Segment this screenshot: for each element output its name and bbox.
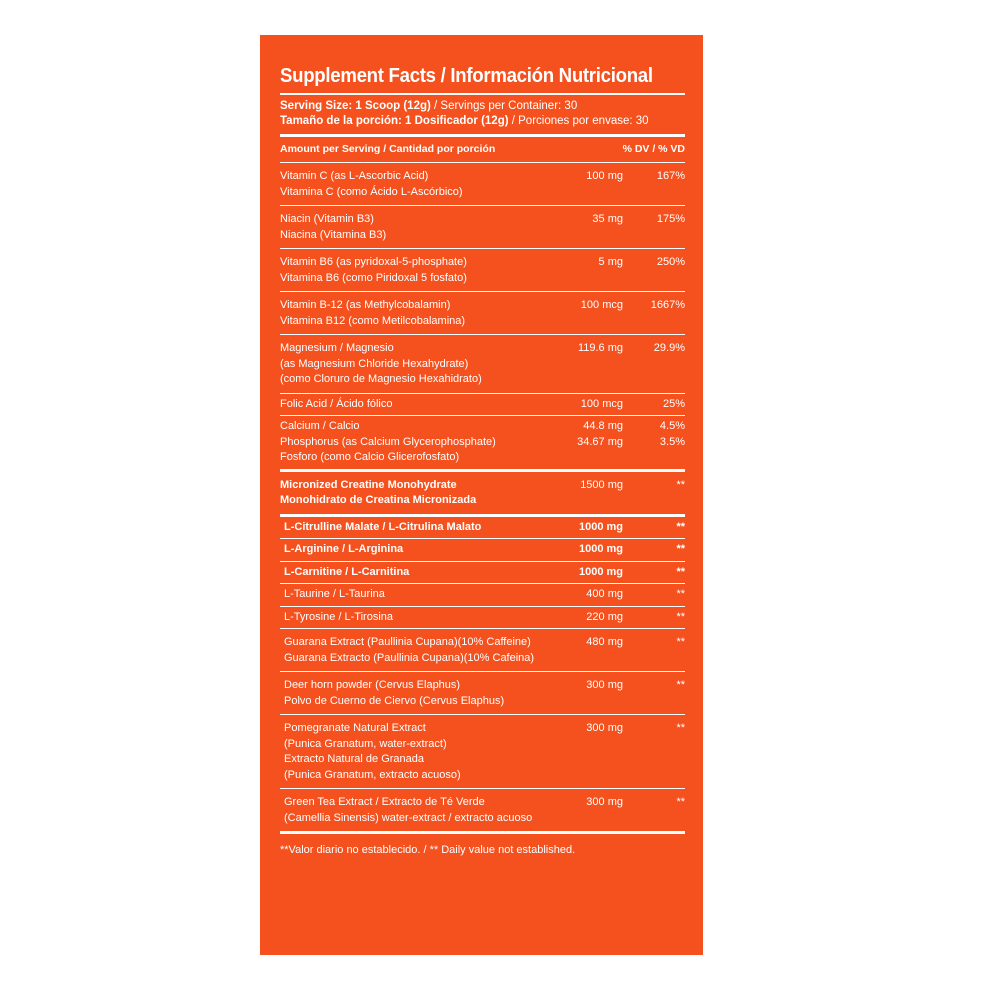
nutrient-amount: 220 mg [586, 610, 623, 623]
nutrient-name [280, 478, 553, 509]
nutrient-row [280, 607, 685, 629]
nutrient-dv: ** [676, 588, 685, 600]
nutrient-name-line: (as Magnesium Chloride Hexahydrate) [280, 357, 469, 370]
nutrient-name [280, 565, 553, 581]
nutrient-name-line: Micronized Creatine Monohydrate [280, 478, 457, 491]
nutrient-name [280, 298, 553, 329]
nutrient-row [280, 715, 685, 788]
nutrient-amount: 480 mg [586, 636, 623, 648]
nutrient-name-line: Vitamin B-12 (as Methylcobalamin) [280, 299, 451, 311]
nutrient-amount: 100 mcg [580, 397, 623, 410]
nutrient-name [280, 397, 553, 413]
nutrient-dv: 167% [656, 170, 685, 182]
nutrient-name-line: Pomegranate Natural Extract [284, 722, 426, 734]
servings-per-container-es: / Porciones por envase: 30 [508, 115, 649, 127]
nutrient-amount: 100 mcg [580, 299, 623, 311]
nutrient-row [280, 335, 685, 393]
dv-label: % DV / % VD [622, 143, 685, 155]
nutrient-dv: 1667% [650, 299, 685, 311]
nutrient-amount: 1000 mg [578, 520, 623, 533]
divider [280, 831, 685, 834]
nutrient-amount: 1000 mg [578, 565, 623, 578]
nutrient-name [280, 635, 553, 666]
nutrient-row [280, 672, 685, 714]
facts-title: Supplement Facts / Información Nutricional [280, 65, 653, 87]
nutrient-dv: 29.9% [653, 342, 685, 354]
footnote: **Valor diario no establecido. / ** Daily value not established. [280, 844, 576, 856]
nutrient-dv: ** [676, 520, 685, 533]
nutrient-name-line: Vitamina B12 (como Metilcobalamina) [280, 314, 466, 327]
nutrient-dv: ** [676, 610, 685, 623]
nutrient-name-line: L-Taurine / L-Taurina [284, 588, 385, 600]
nutrient-name [280, 678, 553, 709]
nutrient-name-line: L-Carnitine / L-Carnitina [284, 565, 410, 578]
nutrient-dv: 175% [656, 213, 685, 225]
nutrient-name [280, 255, 553, 286]
nutrient-amount: 119.6 mg [577, 342, 623, 354]
nutrient-name-line: Polvo de Cuerno de Ciervo (Cervus Elaphus) [284, 694, 505, 707]
nutrient-row [280, 789, 685, 831]
nutrient-amount: 5 mg [598, 256, 623, 268]
nutrient-name-line: Folic Acid / Ácido fólico [280, 397, 393, 410]
nutrient-name-line: Extracto Natural de Granada [284, 753, 425, 765]
nutrient-name [280, 419, 553, 466]
nutrient-dv: ** [676, 478, 685, 491]
nutrient-name-line: (Camellia Sinensis) water-extract / extracto acuoso [284, 811, 533, 824]
nutrient-name-line: Vitamina C (como Ácido L-Ascórbico) [280, 185, 463, 198]
nutrient-row [280, 163, 685, 205]
nutrient-name [280, 169, 553, 200]
serving-size-es: Tamaño de la porción: 1 Dosificador (12g) [280, 115, 509, 127]
nutrient-row [280, 416, 685, 469]
nutrient-amount: 300 mg [586, 679, 623, 691]
nutrient-amount: 35 mg [592, 213, 623, 225]
nutrient-name [280, 520, 553, 536]
column-header [280, 137, 685, 162]
nutrient-row [280, 539, 685, 561]
nutrient-row [280, 394, 685, 416]
nutrient-dv: ** [676, 679, 685, 691]
nutrient-name [280, 721, 553, 783]
nutrient-row [280, 472, 685, 514]
nutrient-row [280, 517, 685, 539]
nutrient-name-line: Magnesium / Magnesio [280, 342, 394, 354]
nutrient-name-line: Guarana Extract (Paullinia Cupana)(10% Caffeine) [284, 636, 531, 648]
supplement-facts-panel [260, 35, 703, 955]
nutrient-amount: 1000 mg [578, 543, 623, 555]
serving-info [280, 99, 685, 129]
nutrient-name [280, 610, 553, 626]
nutrient-amount: 44.8 mg 34.67 mg [577, 420, 623, 448]
nutrient-name-line: (como Cloruro de Magnesio Hexahidrato) [280, 373, 482, 385]
nutrient-name [280, 795, 553, 826]
divider [280, 93, 685, 95]
nutrient-name [280, 212, 553, 243]
nutrient-amount: 1500 mg [580, 478, 623, 491]
nutrient-name-line: Niacina (Vitamina B3) [280, 228, 387, 241]
nutrient-name [280, 587, 553, 603]
nutrient-amount: 100 mg [586, 170, 623, 182]
nutrient-amount: 300 mg [586, 722, 623, 734]
nutrient-name-line: Niacin (Vitamin B3) [280, 213, 374, 225]
nutrient-name [280, 341, 553, 388]
nutrient-dv: ** [676, 722, 685, 734]
nutrient-dv: 4.5% 3.5% [659, 420, 685, 448]
nutrient-amount: 300 mg [586, 796, 623, 808]
nutrient-row [280, 562, 685, 584]
nutrient-dv: ** [676, 543, 685, 555]
nutrient-row [280, 292, 685, 334]
nutrient-name-line: Calcium / Calcio [280, 420, 360, 432]
nutrient-row [280, 629, 685, 671]
nutrient-dv: ** [676, 636, 685, 648]
nutrient-name-line: Green Tea Extract / Extracto de Té Verde [284, 796, 485, 808]
nutrient-name-line: Vitamin B6 (as pyridoxal-5-phosphate) [280, 256, 467, 268]
nutrient-table [280, 163, 685, 834]
nutrient-amount: 400 mg [586, 588, 623, 600]
nutrient-dv: 250% [656, 256, 685, 268]
nutrient-name-line: Fosforo (como Calcio Glicerofosfato) [280, 451, 460, 463]
nutrient-dv: ** [676, 796, 685, 808]
nutrient-name-line: Deer horn powder (Cervus Elaphus) [284, 679, 461, 691]
nutrient-name-line: Monohidrato de Creatina Micronizada [280, 494, 477, 506]
nutrient-name-line: L-Arginine / L-Arginina [284, 543, 404, 555]
nutrient-name-line: L-Tyrosine / L-Tirosina [284, 610, 394, 623]
nutrient-name-line: Vitamin C (as L-Ascorbic Acid) [280, 170, 429, 182]
facts-content [280, 63, 685, 856]
nutrient-row [280, 249, 685, 291]
servings-per-container-en: / Servings per Container: 30 [430, 100, 578, 112]
nutrient-name-line: (Punica Granatum, extracto acuoso) [284, 768, 461, 781]
nutrient-name-line: (Punica Granatum, water-extract) [284, 737, 447, 750]
nutrient-row [280, 584, 685, 606]
amount-per-serving-label: Amount per Serving / Cantidad por porción [280, 143, 496, 155]
nutrient-row [280, 206, 685, 248]
nutrient-name-line: Vitamina B6 (como Piridoxal 5 fosfato) [280, 271, 467, 284]
nutrient-dv: 25% [662, 397, 685, 410]
nutrient-name-line: Phosphorus (as Calcium Glycerophosphate) [280, 435, 496, 448]
nutrient-name [280, 542, 553, 558]
nutrient-name-line: L-Citrulline Malate / L-Citrulina Malato [284, 520, 482, 533]
serving-size-en: Serving Size: 1 Scoop (12g) [280, 100, 431, 112]
nutrient-name-line: Guarana Extracto (Paullinia Cupana)(10% Cafeina) [284, 651, 535, 664]
nutrient-dv: ** [676, 565, 685, 578]
